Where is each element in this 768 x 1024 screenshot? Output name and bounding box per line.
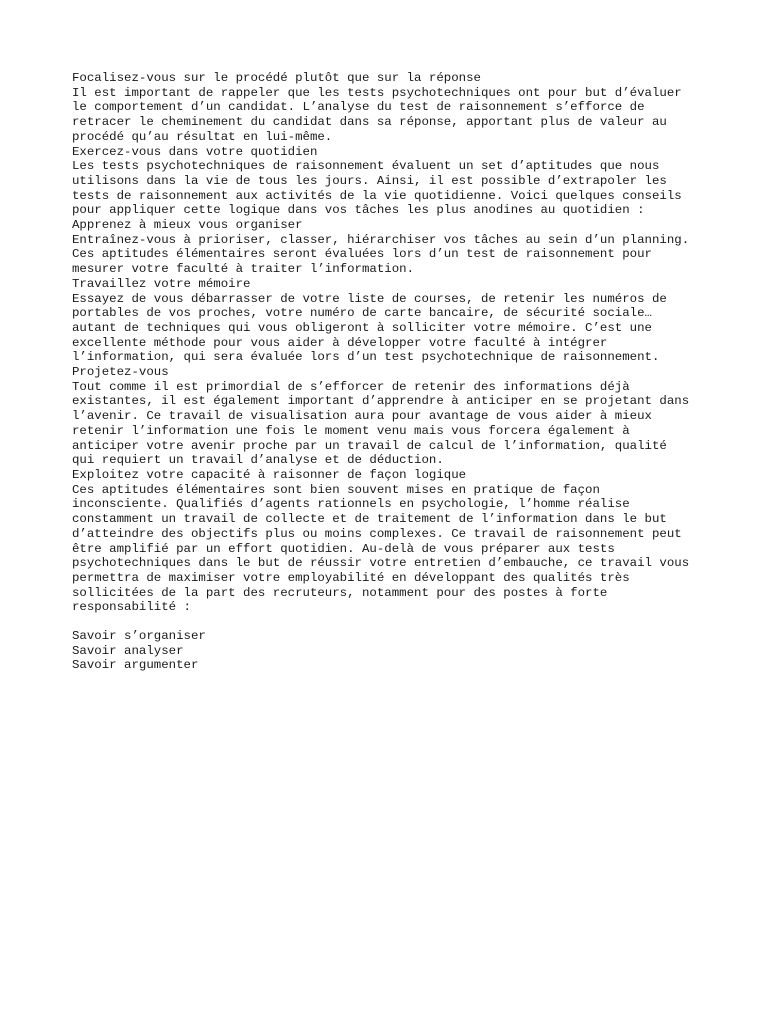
section-heading: Exploitez votre capacité à raisonner de façon logique	[72, 467, 467, 482]
list-item: Savoir s’organiser	[72, 629, 206, 644]
document-page	[72, 71, 712, 673]
section-body: Entraînez-vous à prioriser, classer, hiérarchiser vos tâches au sein d’un planning. Ces aptitudes élémentaires seront évaluées lors d’un test de raisonnement pour mesurer votre faculté à traiter l’information.	[72, 232, 690, 277]
section-heading: Focalisez-vous sur le procédé plutôt que sur la réponse	[72, 71, 481, 85]
section-heading: Travaillez votre mémoire	[72, 276, 251, 291]
section-body: Tout comme il est primordial de s’efforcer de retenir des informations déjà existantes, il est également important d’apprendre à anticiper en se projetant dans l’avenir. Ce travail de visualisation aura pour avantage de vous aider à mieux retenir l’information une fois le moment venu mais vous forcera également à anticiper votre avenir proche par un travail de calcul de l’information, qualité qui requiert un travail d’analyse et de déduction.	[72, 379, 690, 468]
section-heading: Projetez-vous	[72, 365, 169, 380]
list-item: Savoir analyser	[72, 643, 184, 658]
section-body: Les tests psychotechniques de raisonnement évaluent un set d’aptitudes que nous utilisons dans la vie de tous les jours. Ainsi, il est possible d’extrapoler les tests de raisonnement aux activités de la vie quotidienne. Voici quelques conseils pour appliquer cette logique dans vos tâches les plus anodines au quotidien :	[72, 159, 682, 218]
skills-list	[72, 629, 712, 673]
section-heading: Exercez-vous dans votre quotidien	[72, 144, 318, 159]
list-item: Savoir argumenter	[72, 658, 199, 673]
section-body: Ces aptitudes élémentaires sont bien souvent mises en pratique de façon inconsciente. Qualifiés d’agents rationnels en psychologie, l’homme réalise constamment un travail de collecte et de traitement de l’information dans le but d’atteindre des objectifs plus ou moins complexes. Ce travail de raisonnement peut être amplifié par un effort quotidien. Au-delà de vous préparer aux tests psychotechniques dans le but de réussir votre entretien d’embauche, ce travail vous permettra de maximiser votre employabilité en développant des qualités très sollicitées de la part des recruteurs, notamment pour des postes à forte responsabilité :	[72, 482, 690, 615]
section-body: Essayez de vous débarrasser de votre liste de courses, de retenir les numéros de portables de vos proches, votre numéro de carte bancaire, de sécurité sociale… autant de techniques qui vous obligeront à solliciter votre mémoire. C’est une excellente méthode pour vous aider à développer votre faculté à intégrer l’information, qui sera évaluée lors d’un test psychotechnique de raisonnement.	[72, 291, 667, 365]
section-body: Il est important de rappeler que les tests psychotechniques ont pour but d’évaluer le comportement d’un candidat. L’analyse du test de raisonnement s’efforce de retracer le cheminement du candidat dans sa réponse, apportant plus de valeur au procédé qu’au résultat en lui-même.	[72, 85, 682, 144]
section-heading: Apprenez à mieux vous organiser	[72, 218, 303, 233]
